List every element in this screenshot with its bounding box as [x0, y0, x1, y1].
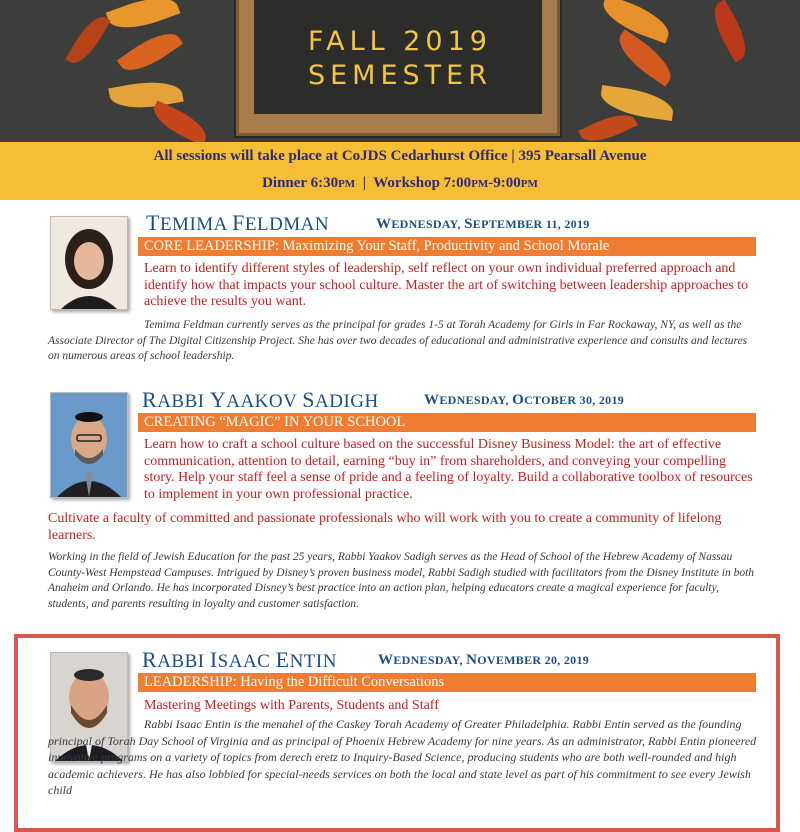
session-date: WEDNESDAY, OCTOBER 30, 2019 [424, 392, 625, 408]
location-line: All sessions will take place at CoJDS Cedarhurst Office | 395 Pearsall Avenue [153, 148, 647, 164]
workshop-end: -9:00 [488, 175, 521, 191]
pm-label: PM [338, 178, 356, 190]
person-portrait-icon [51, 393, 127, 497]
pm-label: PM [520, 178, 538, 190]
session-description: Learn how to craft a school culture based on the successful Disney Business Model: the art of effective communication, attention to detail, earning “buy in” from shareholders, and conveying your compelling story. Help your staff feel a sense of pride and a feeling of loyalty. Build a collaborative toolbox of resources to implement in your own professional practice. [144, 437, 753, 502]
speaker-photo [50, 216, 128, 310]
session-topic-bar: CREATING “MAGIC” IN YOUR SCHOOL [138, 413, 756, 432]
autumn-leaf-icon [148, 100, 212, 142]
session-topic-bar: LEADERSHIP: Having the Difficult Conversations [138, 673, 756, 692]
session-subtitle: Mastering Meetings with Parents, Students and Staff [144, 698, 439, 713]
speaker-name: TEMIMA FELDMAN [146, 210, 330, 235]
workshop-time: Workshop 7:00 [373, 175, 472, 191]
speaker-bio: Working in the field of Jewish Education for the past 25 years, Rabbi Yaakov Sadigh serves as the Head of School of the Hebrew Academy of Nassau County-West Hempstead Campuses. Intrigued by Disney’s proven business model, Rabbi Sadigh studied with facilitators from the Disney Institute in both Anaheim and Orlando. He has incorporated Disney’s best practice into an action plan, helping educators create a magical experience for faculty, students, and parents resulting in loyalty and customer satisfaction. [48, 551, 755, 610]
dinner-time: Dinner 6:30 [262, 175, 339, 191]
title-line-2: SEMESTER [307, 60, 492, 91]
session-date: WEDNESDAY, SEPTEMBER 11, 2019 [376, 216, 590, 232]
info-band [0, 142, 800, 200]
title-line-1: FALL 2019 [308, 26, 492, 57]
speaker-name: RABBI YAAKOV SADIGH [142, 387, 379, 412]
speaker-bio: Rabbi Isaac Entin is the menahel of the Caskey Torah Academy of Greater Philadelphia. Rabbi Entin served as the founding principal of Torah Day School of Virginia and as principal of Phoenix Hebrew Academy for nine years. As an administrator, Rabbi Entin pioneered innovative programs on a variety of topics from derech eretz to Inquiry-Based Science, producing students who are both well-rounded and high academic achievers. He has also lobbied for special-needs services on both the local and state level as part of his commitment to see every Jewish child [48, 717, 757, 797]
person-portrait-icon [51, 217, 127, 309]
session-date: WEDNESDAY, NOVEMBER 20, 2019 [378, 652, 590, 668]
chalkboard [254, 0, 542, 114]
speaker-photo [50, 392, 128, 498]
session-topic-bar: CORE LEADERSHIP: Maximizing Your Staff, Productivity and School Morale [138, 237, 756, 256]
pm-label: PM [471, 178, 489, 190]
header-banner [0, 0, 800, 142]
separator: | [355, 175, 374, 191]
session-description: Learn to identify different styles of leadership, self reflect on your own individual preferred approach and identify how that impacts your school culture. Master the art of switching between leadership approaches to achieve the results you want. [144, 261, 749, 309]
speaker-bio: Temima Feldman currently serves as the principal for grades 1-5 at Torah Academy for Girls in Far Rockaway, NY, as well as the Associate Director of The Digital Citizenship Project. She has over two decades of educational and administrative experience and consults and lectures on numerous areas of school leadership. [48, 319, 748, 362]
session-description-cont: Cultivate a faculty of committed and passionate professionals who will work with you to create a community of lifelong learners. [48, 511, 722, 543]
speaker-name: RABBI ISAAC ENTIN [142, 647, 337, 672]
schedule-line [0, 175, 800, 192]
